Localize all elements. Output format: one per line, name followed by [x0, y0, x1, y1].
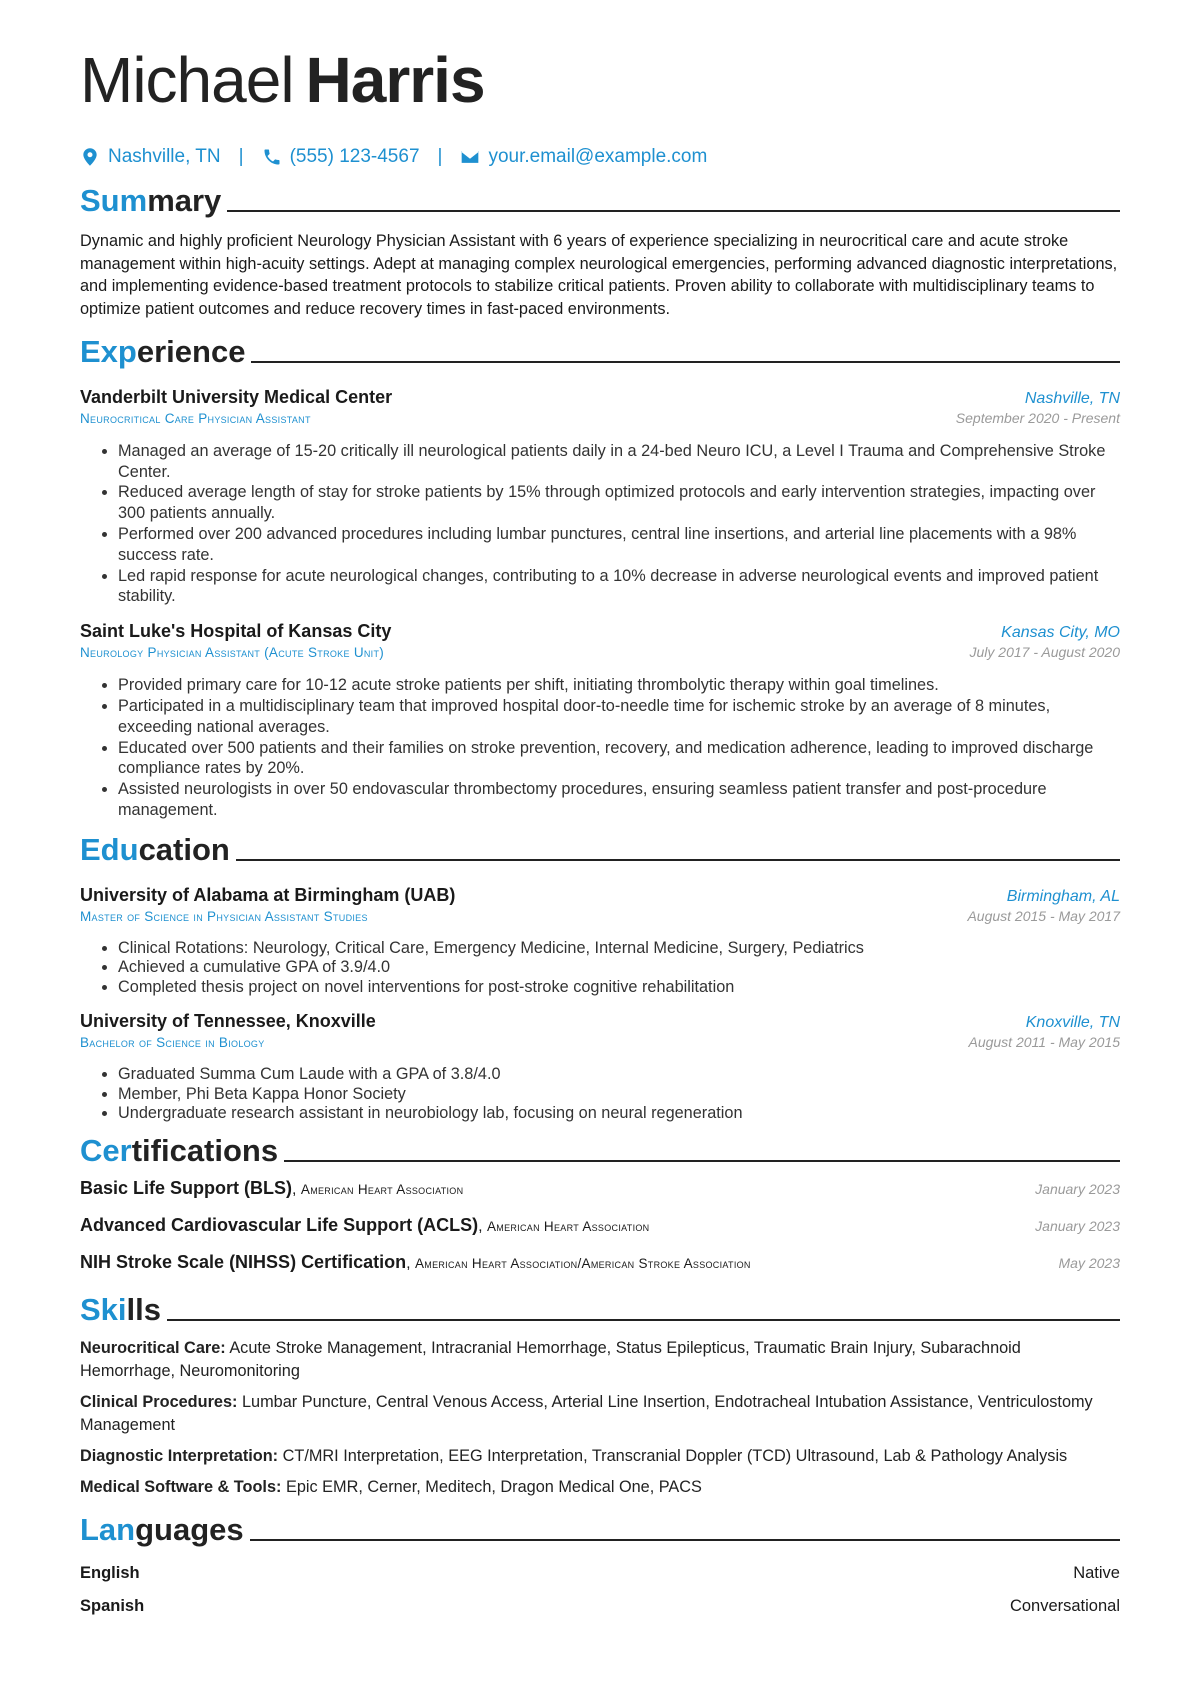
location-text: Nashville, TN: [108, 146, 221, 167]
job-bullets: [80, 675, 1120, 821]
experience-entry: [80, 619, 1120, 821]
skill-item: [80, 1391, 1120, 1437]
email-link: your.email@example.com: [488, 146, 708, 167]
section-rule: [250, 1539, 1120, 1541]
candidate-name: [80, 40, 1120, 120]
job-title: Neurocritical Care Physician Assistant: [80, 410, 311, 426]
contact-email[interactable]: [460, 146, 707, 168]
contact-location: [80, 146, 221, 168]
certification-name: Basic Life Support (BLS): [80, 1177, 293, 1198]
skills-heading: [80, 1291, 1120, 1329]
first-name: Michael: [80, 44, 294, 116]
school-location: Birmingham, AL: [1006, 887, 1120, 905]
certification-issuer: American Heart Association: [300, 1181, 464, 1197]
language-name: English: [80, 1563, 140, 1582]
resume-content: [80, 40, 1120, 1623]
languages-list: [80, 1557, 1120, 1623]
summary-heading: [80, 182, 1120, 220]
section-rule: [167, 1319, 1120, 1321]
skill-item: [80, 1445, 1120, 1468]
job-title: Neurology Physician Assistant (Acute Stroke Unit): [80, 645, 385, 661]
language-level: Conversational: [1009, 1596, 1120, 1615]
skill-category: Medical Software & Tools:: [80, 1477, 282, 1496]
section-title-experience: Experience: [80, 333, 246, 369]
languages-heading: [80, 1511, 1120, 1549]
section-rule: [236, 859, 1120, 861]
bullet-item: • Performed over 200 advanced procedures including lumbar punctures, central line insertions, and arterial line placements with a 98% success rate.: [118, 524, 1120, 566]
skill-item: [80, 1476, 1120, 1499]
bullet-item: • Achieved a cumulative GPA of 3.9/4.0: [118, 958, 1120, 978]
job-dates: July 2017 - August 2020: [969, 644, 1120, 661]
language-name: Spanish: [80, 1596, 145, 1615]
bullet-item: • Reduced average length of stay for stroke patients by 15% through optimized protocols and early intervention strategies, impacting over 300 patients annually.: [118, 482, 1120, 524]
job-bullets: [80, 441, 1120, 607]
bullet-item: • Undergraduate research assistant in neurobiology lab, focusing on neural regeneration: [118, 1104, 1120, 1124]
skill-text: Acute Stroke Management, Intracranial Hemorrhage, Status Epilepticus, Traumatic Brain Injury, Subarachnoid Hemorrhage, Neuromonitoring: [80, 1338, 1021, 1380]
bullet-item: • Clinical Rotations: Neurology, Critical Care, Emergency Medicine, Internal Medicine, Surgery, Pediatrics: [118, 939, 1120, 959]
certification-date: January 2023: [1035, 1217, 1120, 1234]
certification-issuer: American Heart Association/American Stroke Association: [414, 1255, 751, 1271]
school-bullets: [80, 939, 1120, 998]
experience-entry: [80, 385, 1120, 607]
skill-text: Epic EMR, Cerner, Meditech, Dragon Medical One, PACS: [285, 1477, 702, 1496]
certification-name: Advanced Cardiovascular Life Support (ACLS): [80, 1214, 479, 1235]
contact-phone[interactable]: [262, 146, 420, 168]
degree-name: Bachelor of Science in Biology: [80, 1035, 265, 1051]
skill-text: Lumbar Puncture, Central Venous Access, Arterial Line Insertion, Endotracheal Intubation Assistance, Ventriculostomy Management: [80, 1392, 1093, 1434]
skill-text: CT/MRI Interpretation, EEG Interpretation, Transcranial Doppler (TCD) Ultrasound, Lab & Pathology Analysis: [282, 1446, 1068, 1465]
map-pin-icon: [80, 147, 100, 167]
section-rule: [227, 210, 1120, 212]
education-heading: [80, 831, 1120, 869]
summary-text: Dynamic and highly proficient Neurology Physician Assistant with 6 years of experience specializing in neurocritical care and acute stroke management within high-acuity settings. Adept at managing complex neurological emergencies, performing advanced diagnostic interpretations, and implementing evidence-based treatment protocols to stabilize critical patients. Proven ability to collaborate with multidisciplinary teams to optimize patient outcomes and reduce recovery times in fast-paced environments.: [80, 232, 1118, 319]
language-item: [80, 1557, 1120, 1590]
certification-name: NIH Stroke Scale (NIHSS) Certification: [80, 1251, 407, 1272]
bullet-item: • Completed thesis project on novel interventions for post-stroke cognitive rehabilitation: [118, 978, 1120, 998]
contact-separator: |: [437, 146, 443, 167]
skill-category: Diagnostic Interpretation:: [80, 1446, 279, 1465]
school-bullets: [80, 1065, 1120, 1124]
certification-issuer: American Heart Association: [486, 1218, 650, 1234]
education-entry: [80, 1009, 1120, 1124]
education-entry: [80, 883, 1120, 998]
skill-category: Clinical Procedures:: [80, 1392, 238, 1411]
skill-category: Neurocritical Care:: [80, 1338, 226, 1357]
bullet-item: • Graduated Summa Cum Laude with a GPA of 3.8/4.0: [118, 1065, 1120, 1085]
bullet-item: • Participated in a multidisciplinary team that improved hospital door-to-needle time for ischemic stroke by an average of 8 minutes, exceeding national averages.: [118, 696, 1120, 738]
certification-list: [80, 1178, 1120, 1289]
section-title-languages: Languages: [80, 1511, 244, 1547]
school-dates: August 2015 - May 2017: [967, 907, 1120, 924]
last-name: Harris: [305, 44, 485, 116]
section-title-skills: Skills: [80, 1291, 161, 1327]
bullet-item: • Member, Phi Beta Kappa Honor Society: [118, 1085, 1120, 1105]
degree-name: Master of Science in Physician Assistant Studies: [80, 908, 368, 924]
employer-name: Saint Luke's Hospital of Kansas City: [80, 621, 392, 642]
language-item: [80, 1590, 1120, 1623]
section-rule: [284, 1160, 1120, 1162]
job-dates: September 2020 - Present: [955, 409, 1120, 426]
job-location: Nashville, TN: [1024, 389, 1120, 407]
language-level: Native: [1073, 1563, 1120, 1582]
certifications-heading: [80, 1132, 1120, 1170]
school-name: University of Alabama at Birmingham (UAB): [80, 884, 456, 905]
section-rule: [251, 361, 1120, 363]
skills-list: [80, 1337, 1120, 1499]
certification-item: Basic Life Support (BLS), American Heart Association January 2023: [80, 1177, 1120, 1198]
certification-item: Advanced Cardiovascular Life Support (ACLS), American Heart Association January 2023: [80, 1214, 1120, 1235]
bullet-item: • Provided primary care for 10-12 acute stroke patients per shift, initiating thrombolytic therapy within goal timelines.: [118, 675, 1120, 696]
experience-heading: [80, 333, 1120, 371]
employer-name: Vanderbilt University Medical Center: [80, 386, 393, 407]
section-title-education: Education: [80, 831, 230, 867]
bullet-item: • Managed an average of 15-20 critically ill neurological patients daily in a 24-bed Neuro ICU, a Level I Trauma and Comprehensive Stroke Center.: [118, 441, 1120, 483]
school-location: Knoxville, TN: [1025, 1014, 1120, 1032]
job-location: Kansas City, MO: [1001, 624, 1120, 642]
envelope-icon: [460, 147, 480, 167]
skill-item: [80, 1337, 1120, 1383]
certification-item: NIH Stroke Scale (NIHSS) Certification, American Heart Association/American Stroke Association May 2023: [80, 1251, 1120, 1272]
section-title-summary: Summary: [80, 183, 222, 218]
school-dates: August 2011 - May 2015: [968, 1034, 1120, 1051]
phone-text: (555) 123-4567: [289, 146, 420, 167]
bullet-item: • Assisted neurologists in over 50 endovascular thrombectomy procedures, ensuring seamless patient transfer and post-procedure management.: [118, 779, 1120, 821]
contact-separator: |: [238, 146, 244, 167]
section-title-certifications: Certifications: [80, 1132, 279, 1168]
certification-date: May 2023: [1058, 1254, 1120, 1271]
bullet-item: • Led rapid response for acute neurological changes, contributing to a 10% decrease in adverse neurological events and improved patient stability.: [118, 566, 1120, 608]
certification-date: January 2023: [1035, 1180, 1120, 1197]
bullet-item: • Educated over 500 patients and their families on stroke prevention, recovery, and medication adherence, leading to improved discharge compliance rates by 20%.: [118, 738, 1120, 780]
contact-line: [80, 144, 1120, 170]
school-name: University of Tennessee, Knoxville: [80, 1011, 376, 1032]
phone-icon: [262, 147, 282, 167]
